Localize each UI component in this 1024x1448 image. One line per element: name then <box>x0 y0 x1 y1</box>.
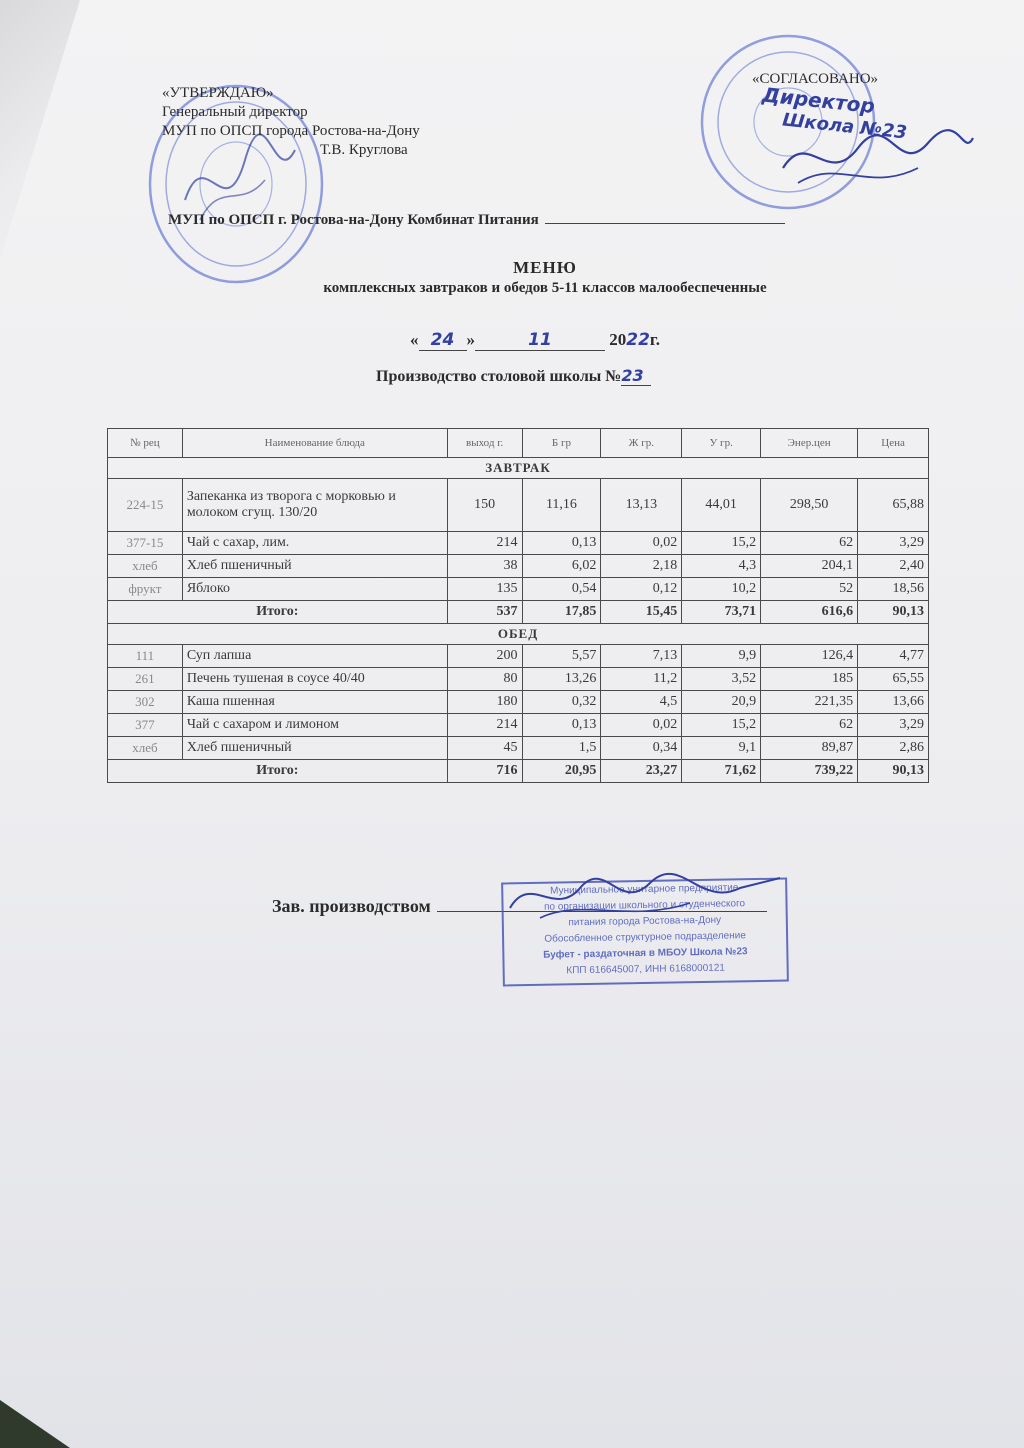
table-row <box>108 691 929 714</box>
col-header: № рец <box>108 429 183 458</box>
cell-output: 150 <box>447 479 522 532</box>
date-year-suffix: 22 <box>626 330 650 350</box>
cell-output: 135 <box>447 578 522 601</box>
cell-price: 3,29 <box>858 714 929 737</box>
date-open-quote: « <box>410 330 419 349</box>
dish-name: Чай с сахар, лим. <box>182 532 447 555</box>
cell-protein: 5,57 <box>522 645 601 668</box>
cell-price: 2,86 <box>858 737 929 760</box>
cell-fat: 2,18 <box>601 555 682 578</box>
cell-output: 180 <box>447 691 522 714</box>
school-number: 23 <box>621 366 651 386</box>
cell-output: 214 <box>447 714 522 737</box>
cell-carbs: 9,1 <box>682 737 761 760</box>
stamp-line: КПП 616645007, ИНН 6168000121 <box>566 962 726 977</box>
dish-name: Каша пшенная <box>182 691 447 714</box>
section-row-lunch <box>108 624 929 645</box>
cell-energy: 185 <box>761 668 858 691</box>
date-year-prefix: 20 <box>609 330 627 349</box>
recipe-code: 377-15 <box>108 532 183 555</box>
dish-name: Яблоко <box>182 578 447 601</box>
total-row-lunch <box>108 760 929 783</box>
recipe-code: 111 <box>108 645 183 668</box>
approve-position: Генеральный директор <box>162 104 308 120</box>
cell-carbs: 3,52 <box>682 668 761 691</box>
cell-protein: 6,02 <box>522 555 601 578</box>
stamp-line: Буфет - раздаточная в МБОУ Школа №23 <box>543 946 748 961</box>
col-header: Энер.цен <box>761 429 858 458</box>
col-header: Цена <box>858 429 929 458</box>
table-row <box>108 479 929 532</box>
table-row <box>108 578 929 601</box>
dish-name: Чай с сахаром и лимоном <box>182 714 447 737</box>
recipe-code: 224-15 <box>108 479 183 532</box>
cell-carbs: 9,9 <box>682 645 761 668</box>
dish-name: Печень тушеная в соусе 40/40 <box>182 668 447 691</box>
production-line <box>376 366 651 386</box>
col-header: У гр. <box>682 429 761 458</box>
stamp-line: питания города Ростова-на-Дону <box>568 914 722 929</box>
approve-org: МУП по ОПСП города Ростова-на-Дону <box>162 123 420 139</box>
cell-protein: 0,13 <box>522 714 601 737</box>
cell-protein: 0,32 <box>522 691 601 714</box>
section-title: ОБЕД <box>108 624 929 645</box>
approve-block <box>162 84 420 160</box>
total-energy: 739,22 <box>761 760 858 783</box>
cell-fat: 4,5 <box>601 691 682 714</box>
stamp-line: Муниципальное унитарное предприятие <box>550 882 739 897</box>
cell-output: 214 <box>447 532 522 555</box>
dish-name: Суп лапша <box>182 645 447 668</box>
cell-energy: 298,50 <box>761 479 858 532</box>
cell-fat: 0,34 <box>601 737 682 760</box>
total-carbs: 73,71 <box>682 601 761 624</box>
cell-fat: 13,13 <box>601 479 682 532</box>
cell-output: 45 <box>447 737 522 760</box>
cell-carbs: 10,2 <box>682 578 761 601</box>
cell-energy: 221,35 <box>761 691 858 714</box>
table-row <box>108 645 929 668</box>
total-protein: 17,85 <box>522 601 601 624</box>
table-row <box>108 668 929 691</box>
date-close-quote: » <box>466 330 475 349</box>
production-head-label: Зав. производством <box>272 896 431 916</box>
agreed-handwriting: Директор <box>761 82 876 119</box>
date-line <box>410 330 660 351</box>
table-row <box>108 714 929 737</box>
cell-output: 200 <box>447 645 522 668</box>
cell-price: 18,56 <box>858 578 929 601</box>
agreed-handwriting-2: Школа №23 <box>781 109 908 144</box>
total-output: 716 <box>447 760 522 783</box>
col-header: Ж гр. <box>601 429 682 458</box>
cell-fat: 0,12 <box>601 578 682 601</box>
cell-fat: 0,02 <box>601 532 682 555</box>
recipe-code: хлеб <box>108 737 183 760</box>
cell-carbs: 15,2 <box>682 714 761 737</box>
recipe-code: 377 <box>108 714 183 737</box>
cell-fat: 11,2 <box>601 668 682 691</box>
cell-price: 3,29 <box>858 532 929 555</box>
date-month: 11 <box>475 330 605 351</box>
agreed-label: «СОГЛАСОВАНО» <box>752 71 879 87</box>
cell-output: 80 <box>447 668 522 691</box>
total-label: Итого: <box>108 760 448 783</box>
organization-line <box>168 212 785 229</box>
cell-carbs: 20,9 <box>682 691 761 714</box>
total-fat: 23,27 <box>601 760 682 783</box>
cell-fat: 0,02 <box>601 714 682 737</box>
cell-carbs: 15,2 <box>682 532 761 555</box>
cell-protein: 0,13 <box>522 532 601 555</box>
dish-name: Хлеб пшеничный <box>182 555 447 578</box>
menu-subtitle: комплексных завтраков и обедов 5-11 классов малообеспеченные <box>323 280 767 296</box>
cell-protein: 1,5 <box>522 737 601 760</box>
cell-price: 13,66 <box>858 691 929 714</box>
section-title: ЗАВТРАК <box>108 458 929 479</box>
cell-energy: 89,87 <box>761 737 858 760</box>
cell-price: 2,40 <box>858 555 929 578</box>
cell-protein: 0,54 <box>522 578 601 601</box>
cell-price: 65,88 <box>858 479 929 532</box>
approve-name: Т.В. Круглова <box>320 142 408 158</box>
stamp-line: по организации школьного и студенческого <box>543 898 746 913</box>
total-price: 90,13 <box>858 760 929 783</box>
dish-name: Хлеб пшеничный <box>182 737 447 760</box>
total-price: 90,13 <box>858 601 929 624</box>
total-output: 537 <box>447 601 522 624</box>
dish-name: Запеканка из творога с морковью и молоком сгущ. 130/20 <box>182 479 447 532</box>
recipe-code: фрукт <box>108 578 183 601</box>
menu-table <box>107 428 929 783</box>
recipe-code: хлеб <box>108 555 183 578</box>
approve-label: «УТВЕРЖДАЮ» <box>162 85 274 101</box>
menu-title: МЕНЮ <box>513 258 577 277</box>
table-row <box>108 532 929 555</box>
total-protein: 20,95 <box>522 760 601 783</box>
date-year-end: г. <box>649 330 660 349</box>
cell-price: 65,55 <box>858 668 929 691</box>
cell-price: 4,77 <box>858 645 929 668</box>
cell-energy: 62 <box>761 714 858 737</box>
cell-energy: 126,4 <box>761 645 858 668</box>
stamp-line: Обособленное структурное подразделение <box>544 930 746 945</box>
col-header: Б гр <box>522 429 601 458</box>
cell-energy: 204,1 <box>761 555 858 578</box>
cell-carbs: 44,01 <box>682 479 761 532</box>
total-fat: 15,45 <box>601 601 682 624</box>
col-header: Наименование блюда <box>182 429 447 458</box>
production-head-handwriting <box>500 868 790 928</box>
table-row <box>108 737 929 760</box>
director-signature <box>778 118 978 198</box>
total-label: Итого: <box>108 601 448 624</box>
table-row <box>108 555 929 578</box>
cell-output: 38 <box>447 555 522 578</box>
organization-name: МУП по ОПСП г. Ростова-на-Дону Комбинат Питания <box>168 212 539 228</box>
cell-fat: 7,13 <box>601 645 682 668</box>
production-label: Производство столовой школы № <box>376 368 622 385</box>
cell-energy: 62 <box>761 532 858 555</box>
cell-protein: 11,16 <box>522 479 601 532</box>
total-carbs: 71,62 <box>682 760 761 783</box>
cell-carbs: 4,3 <box>682 555 761 578</box>
col-header: выход г. <box>447 429 522 458</box>
cell-protein: 13,26 <box>522 668 601 691</box>
date-day: 24 <box>419 330 467 351</box>
section-row-breakfast <box>108 458 929 479</box>
recipe-code: 302 <box>108 691 183 714</box>
recipe-code: 261 <box>108 668 183 691</box>
cell-energy: 52 <box>761 578 858 601</box>
total-energy: 616,6 <box>761 601 858 624</box>
total-row-breakfast <box>108 601 929 624</box>
table-header <box>108 429 929 458</box>
